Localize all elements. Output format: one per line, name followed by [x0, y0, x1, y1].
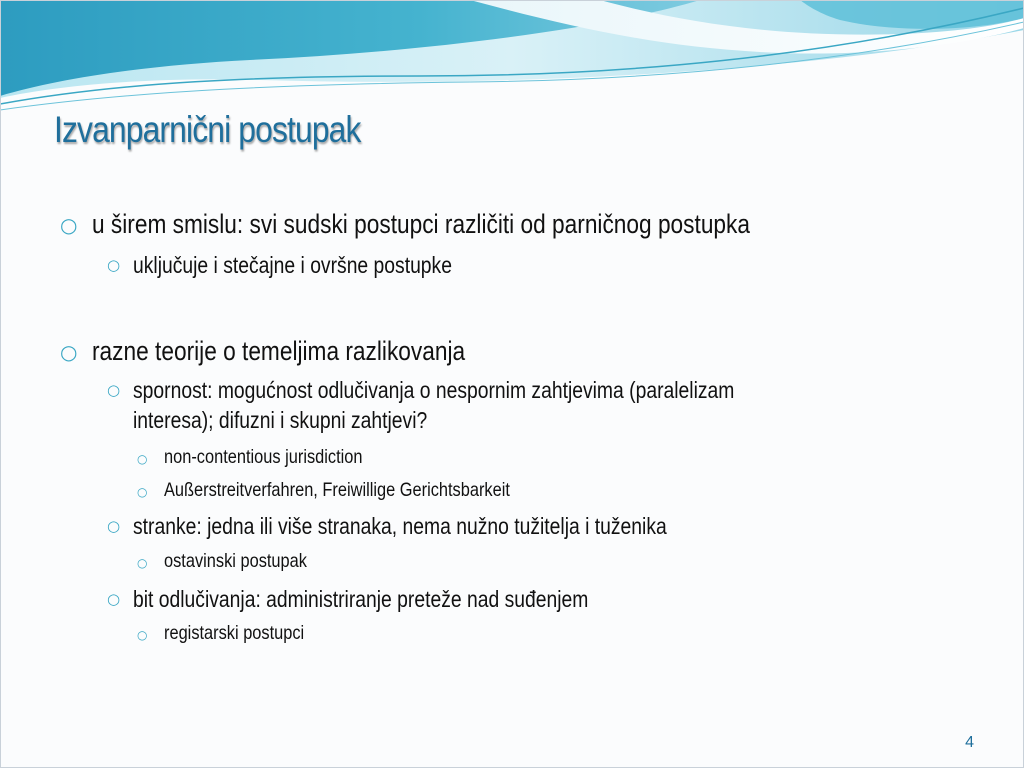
list-item: [107, 250, 513, 280]
hollow-circle-bullet-icon: ○: [107, 256, 121, 274]
list-item-text: ostavinski postupak: [164, 550, 307, 572]
list-item: [137, 550, 334, 573]
list-item-text: registarski postupci: [164, 622, 305, 644]
hollow-circle-bullet-icon: ○: [60, 213, 78, 237]
list-item-text-continuation: interesa); difuzni i skupni zahtjevi?: [133, 407, 428, 433]
list-item-text: spornost: mogućnost odlučivanja o nespornim zahtjevima (paralelizam: [133, 377, 735, 403]
page-number: 4: [965, 734, 974, 751]
list-item: [137, 479, 576, 502]
list-item: [107, 584, 675, 614]
hollow-circle-bullet-icon: ○: [137, 485, 148, 499]
list-item: [60, 336, 536, 367]
hollow-circle-bullet-icon: ○: [107, 517, 121, 535]
list-item-text: u širem smislu: svi sudski postupci različiti od parničnog postupka: [92, 209, 751, 239]
slide-title: Izvanparnični postupak: [54, 109, 361, 150]
hollow-circle-bullet-icon: ○: [107, 381, 121, 399]
hollow-circle-bullet-icon: ○: [107, 590, 121, 608]
hollow-circle-bullet-icon: ○: [137, 628, 148, 642]
hollow-circle-bullet-icon: ○: [60, 340, 78, 364]
list-item-text: non-contentious jurisdiction: [164, 446, 363, 468]
list-item: [107, 511, 768, 541]
list-item-text: bit odlučivanja: administriranje preteže nad suđenjem: [133, 586, 589, 612]
list-item-text: stranke: jedna ili više stranaka, nema nužno tužitelja i tuženika: [133, 513, 667, 539]
list-item: [137, 446, 400, 469]
hollow-circle-bullet-icon: ○: [137, 556, 148, 570]
list-item-text: Außerstreitverfahren, Freiwillige Gerichtsbarkeit: [164, 479, 510, 501]
list-item: [60, 209, 875, 240]
list-item: [107, 375, 849, 435]
list-item: [137, 622, 331, 645]
hollow-circle-bullet-icon: ○: [137, 452, 148, 466]
list-item-text: razne teorije o temeljima razlikovanja: [92, 336, 466, 366]
list-item-text: uključuje i stečajne i ovršne postupke: [133, 252, 452, 278]
